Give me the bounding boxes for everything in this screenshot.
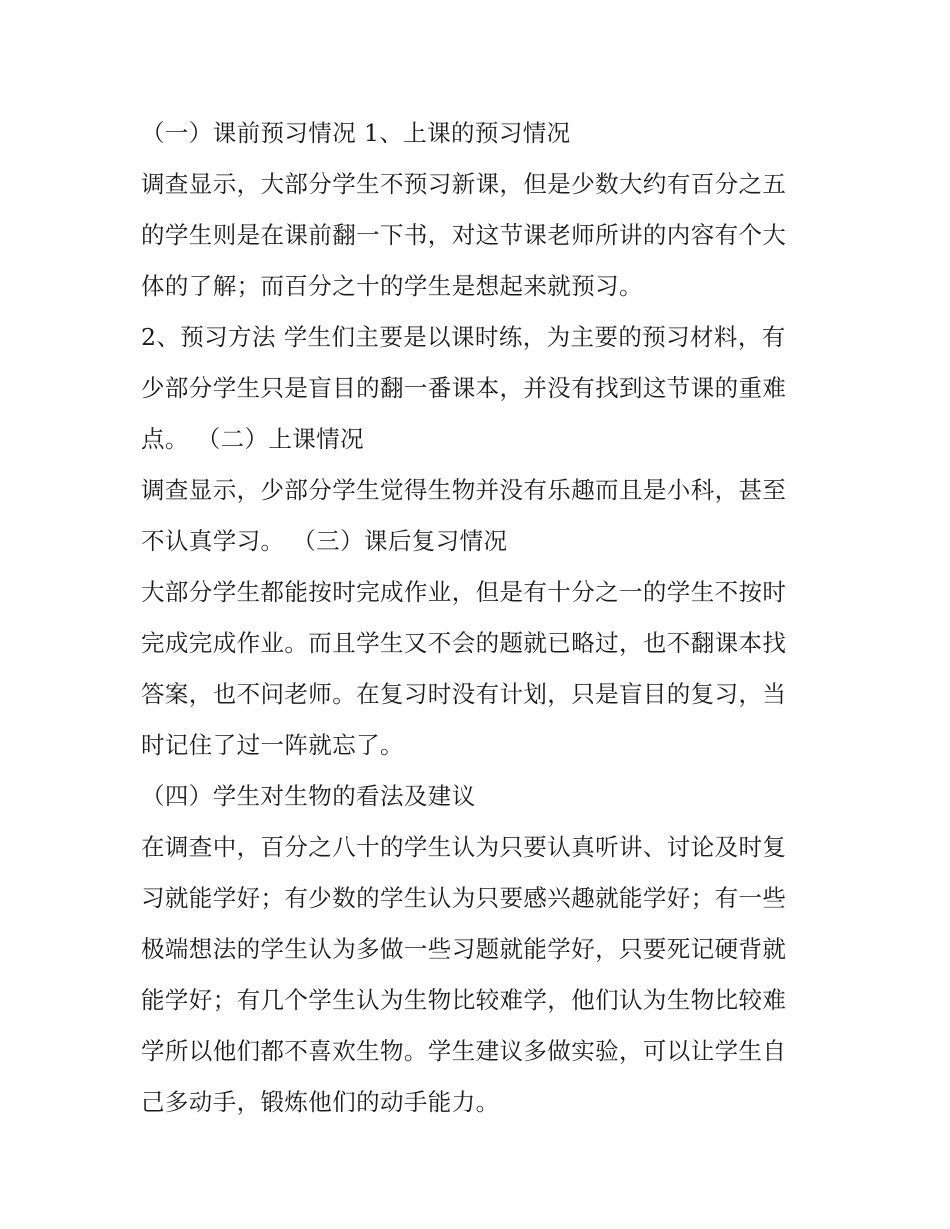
text-line: 己多动手，锻炼他们的动手能力。: [141, 1088, 500, 1116]
text-line: 能学好；有几个学生认为生物比较难学，他们认为生物比较难: [141, 986, 787, 1014]
text-line: 点。 （二）上课情况: [141, 425, 364, 453]
text-line: 少部分学生只是盲目的翻一番课本，并没有找到这节课的重难: [141, 374, 787, 402]
text-line: 学所以他们都不喜欢生物。学生建议多做实验，可以让学生自: [141, 1037, 787, 1065]
text-line: 的学生则是在课前翻一下书，对这节课老师所讲的内容有个大: [141, 221, 787, 249]
text-line: 调查显示，大部分学生不预习新课，但是少数大约有百分之五: [141, 170, 787, 198]
text-line: 在调查中，百分之八十的学生认为只要认真听讲、讨论及时复: [141, 833, 787, 861]
text-line: 调查显示，少部分学生觉得生物并没有乐趣而且是小科，甚至: [141, 476, 787, 504]
text-line: 完成完成作业。而且学生又不会的题就已略过，也不翻课本找: [141, 629, 787, 657]
text-line: 极端想法的学生认为多做一些习题就能学好，只要死记硬背就: [141, 935, 787, 963]
text-line: 时记住了过一阵就忘了。: [141, 731, 404, 759]
text-line: 体的了解；而百分之十的学生是想起来就预习。: [141, 272, 643, 300]
body-text: [141, 108, 813, 1128]
text-line: 2、预习方法 学生们主要是以课时练，为主要的预习材料，有: [141, 323, 786, 351]
text-line: 大部分学生都能按时完成作业，但是有十分之一的学生不按时: [141, 578, 787, 606]
text-line: 不认真学习。 （三）课后复习情况: [141, 527, 508, 555]
text-line: 习就能学好；有少数的学生认为只要感兴趣就能学好；有一些: [141, 884, 787, 912]
text-line: （一）课前预习情况 1、上课的预习情况: [141, 119, 571, 147]
text-line: 答案，也不问老师。在复习时没有计划，只是盲目的复习，当: [141, 680, 787, 708]
text-line: （四）学生对生物的看法及建议: [141, 782, 476, 810]
